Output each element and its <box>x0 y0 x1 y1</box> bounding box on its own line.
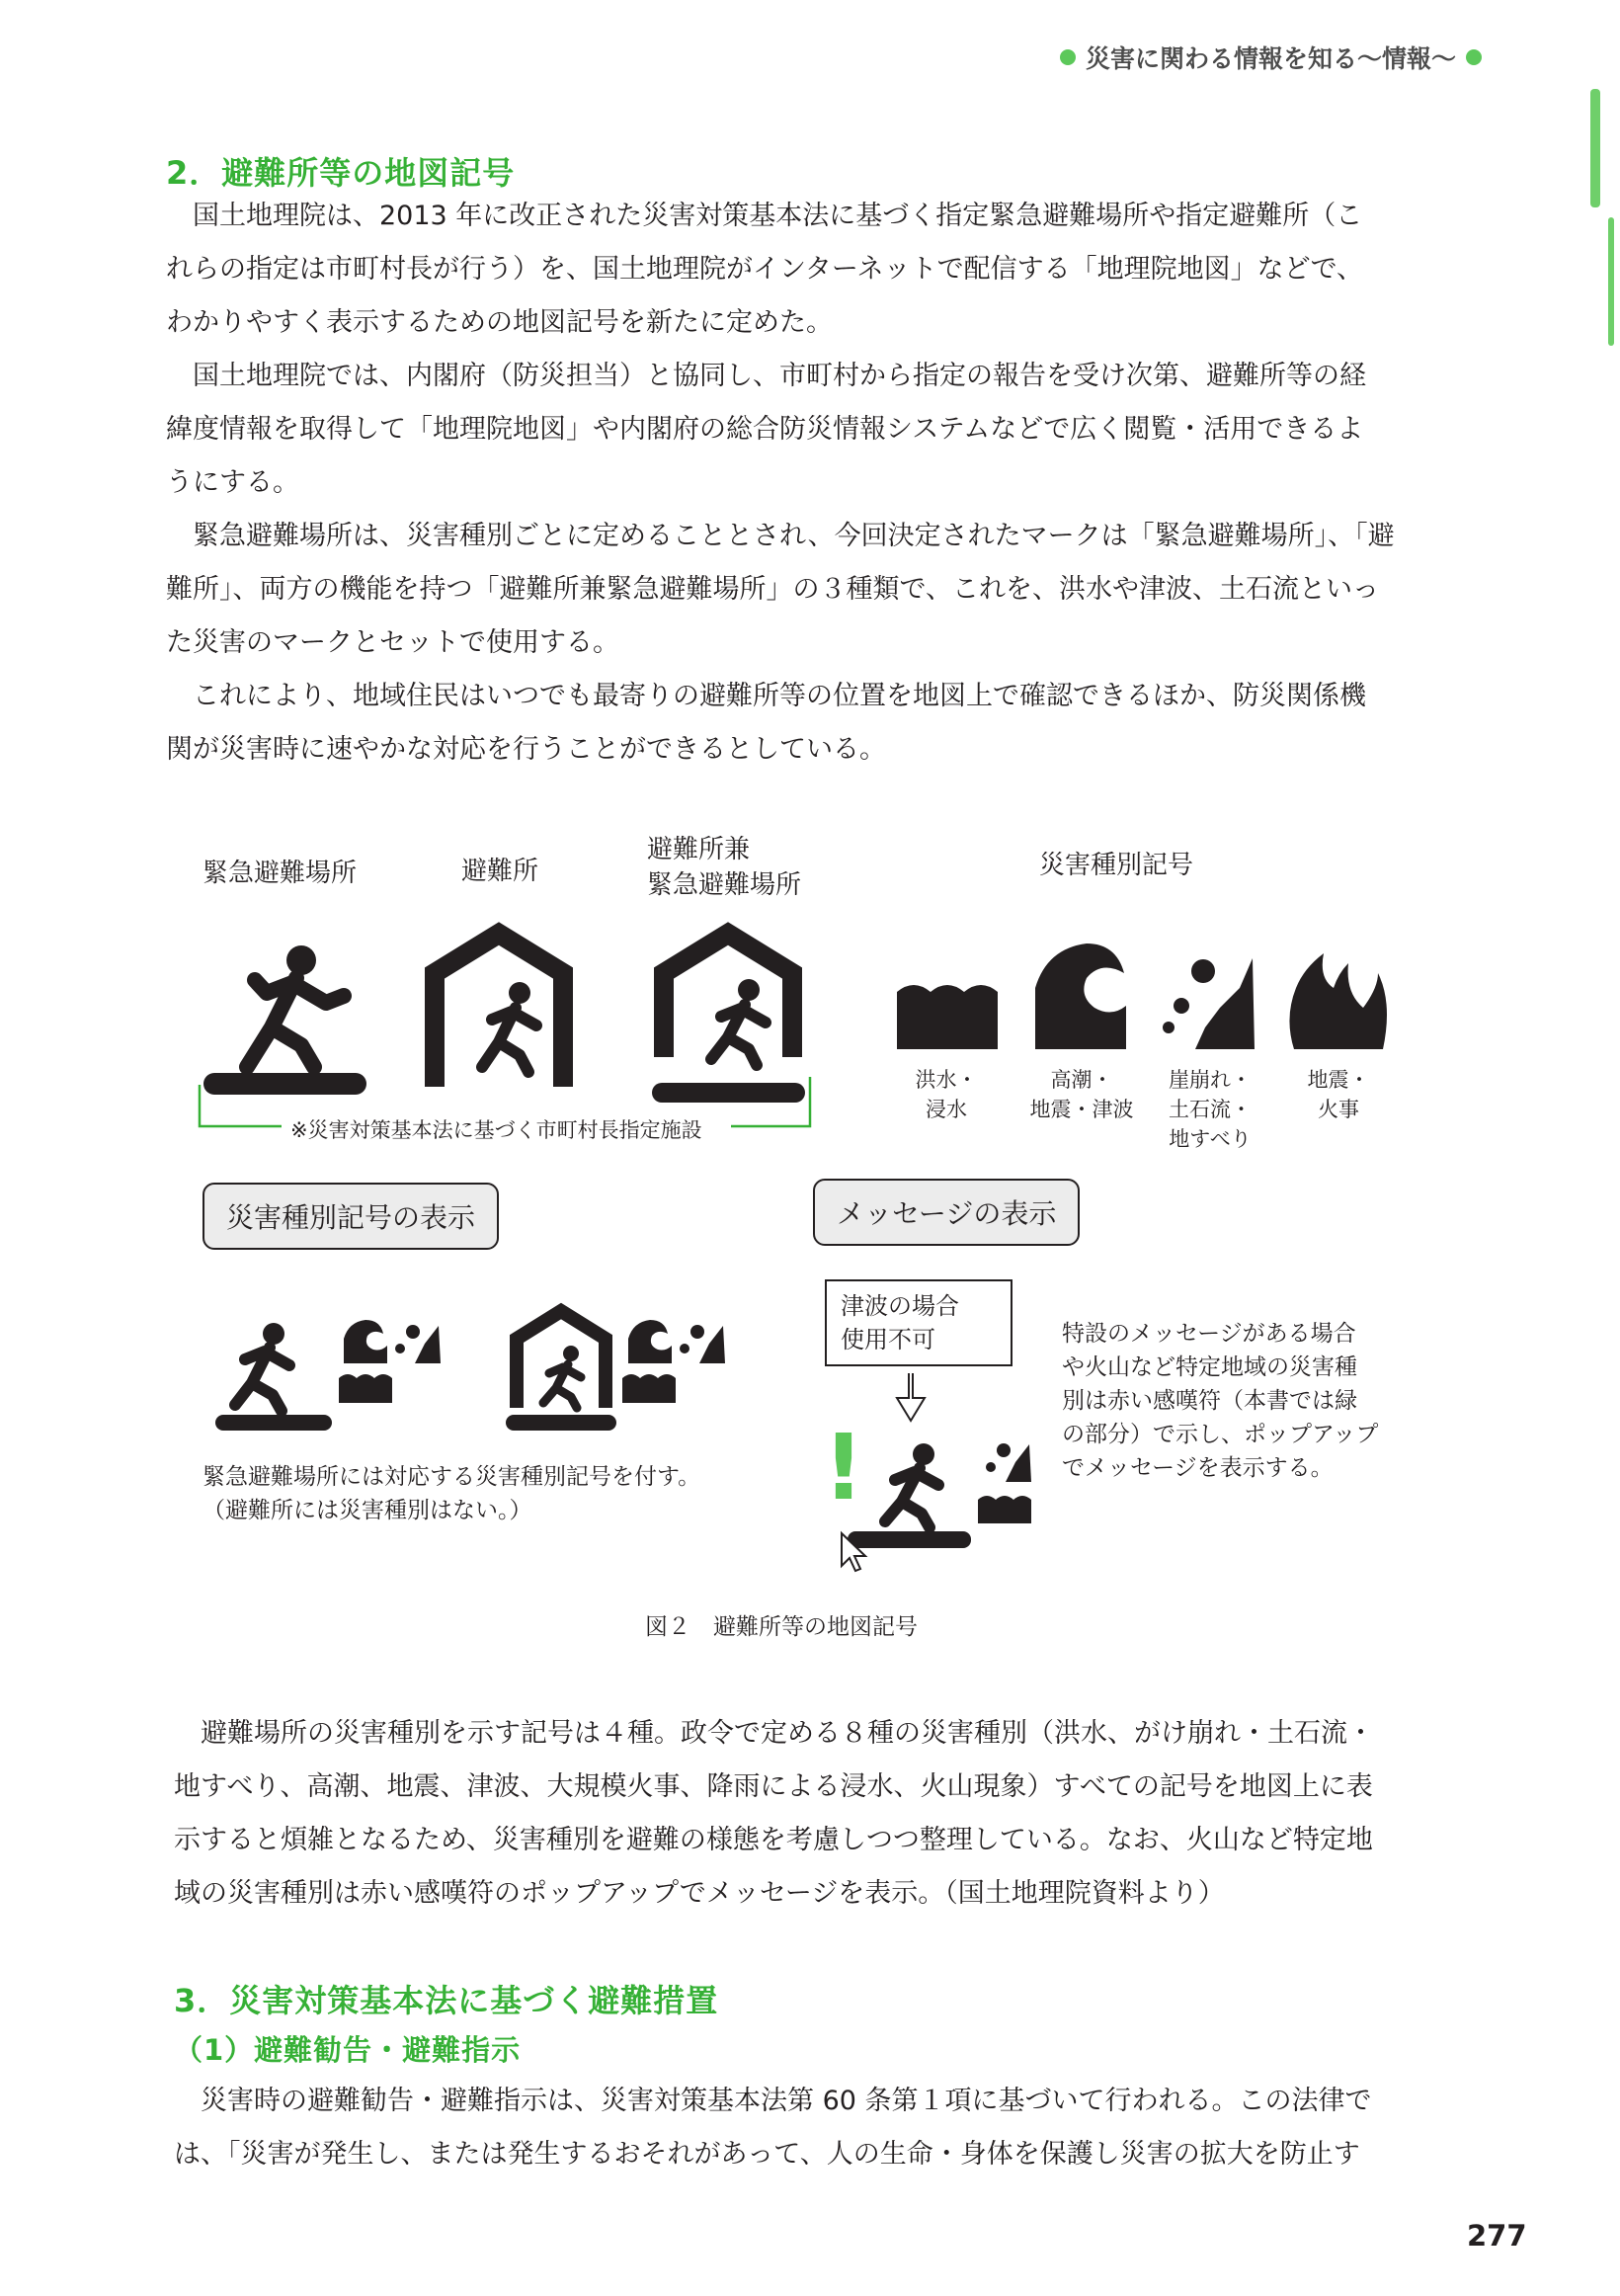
caption-right-line: でメッセージを表示する。 <box>1062 1455 1334 1481</box>
after-figure-body <box>174 1707 1420 1921</box>
label-shelter: 避難所 <box>461 857 539 886</box>
text-line: 域の災害種別は赤い感嘆符のポップアップでメッセージを表示。（国土地理院資料より） <box>174 1878 1225 1909</box>
caption-right-line: 特設のメッセージがある場合 <box>1062 1321 1356 1347</box>
type-label-line: 地震・ <box>1307 1068 1370 1092</box>
text-line: 地すべり、高潮、地震、津波、大規模火事、降雨による浸水、火山現象）すべての記号を地図上に表 <box>174 1771 1373 1802</box>
shelter-with-types-icon <box>506 1311 725 1431</box>
section-3-body <box>174 2075 1420 2181</box>
bubble-pointer-icon <box>897 1373 925 1421</box>
box-display-types: 災害種別記号の表示 <box>202 1183 499 1250</box>
text-line: 災害時の避難勧告・避難指示は、災害対策基本法第 60 条第１項に基づいて行われる。この法律で <box>201 2086 1372 2116</box>
text-line: 国土地理院では、内閣府（防災担当）と協同し、市町村から指定の報告を受け次第、避難所等の経 <box>193 361 1366 391</box>
landslide-debris-flow-icon <box>1163 958 1255 1049</box>
caption-right <box>1062 1317 1378 1485</box>
caption-left-line: （避難所には災害種別はない。） <box>202 1498 532 1523</box>
alert-exclamation-icon: ! <box>823 1415 864 1520</box>
type-label-line: 土石流・ <box>1169 1098 1252 1121</box>
text-line: 国土地理院は、2013 年に改正された災害対策基本法に基づく指定緊急避難場所や指定避難所（こ <box>193 201 1363 231</box>
label-both-2: 緊急避難場所 <box>647 870 802 900</box>
label-both-1: 避難所兼 <box>647 835 751 864</box>
type-label-landslide <box>1156 1065 1264 1154</box>
text-line: 緯度情報を取得して「地理院地図」や内閣府の総合防災情報システムなどで広く閲覧・活用できるよ <box>166 414 1364 445</box>
bubble-line: 使用不可 <box>841 1326 935 1353</box>
figure-caption: 図２ 避難所等の地図記号 <box>645 1614 918 1640</box>
text-line: た災害のマークとセットで使用する。 <box>166 627 619 658</box>
flood-icon <box>897 985 998 1049</box>
caption-right-line: 別は赤い感嘆符（本書では緑 <box>1062 1388 1357 1414</box>
text-line: 関が災害時に速やかな対応を行うことができるとしている。 <box>166 734 886 765</box>
message-bubble <box>825 1279 1012 1366</box>
caption-right-line: や火山など特定地域の災害種 <box>1062 1354 1357 1380</box>
type-label-line: 地すべり <box>1169 1127 1252 1151</box>
text-line: 緊急避難場所は、災害種別ごとに定めることとされ、今回決定されたマークは「緊急避難場所」、「避 <box>193 521 1395 551</box>
text-line: これにより、地域住民はいつでも最寄りの避難所等の位置を地図上で確認できるほか、防災関係機 <box>193 681 1366 711</box>
emergency-site-with-alert-icon <box>848 1443 1031 1548</box>
type-label-storm-surge <box>1017 1065 1146 1124</box>
shelter-icon <box>435 934 563 1087</box>
type-label-line: 高潮・ <box>1050 1068 1113 1092</box>
text-line: 示すると煩雑となるため、災害種別を避難の様態を考慮しつつ整理している。なお、火山など特定地 <box>174 1825 1373 1855</box>
type-label-line: 地震・津波 <box>1029 1098 1134 1121</box>
text-line: わかりやすく表示するための地図記号を新たに定めた。 <box>166 307 833 338</box>
text-line: 難所」、両方の機能を持つ「避難所兼緊急避難場所」の３種類で、これを、洪水や津波、土石流といっ <box>166 574 1379 605</box>
section-2-heading: 2．避難所等の地図記号 <box>166 154 516 192</box>
earthquake-fire-icon <box>1289 953 1387 1049</box>
section-3-heading: 3．災害対策基本法に基づく避難措置 <box>174 1982 719 2019</box>
text-line: 避難場所の災害種別を示す記号は４種。政令で定める８種の災害種別（洪水、がけ崩れ・土石流・ <box>201 1718 1374 1749</box>
type-label-line: 崖崩れ・ <box>1169 1068 1252 1092</box>
label-disaster-types: 災害種別記号 <box>1039 851 1194 880</box>
designated-facilities-note: ※災害対策基本法に基づく市町村長指定施設 <box>284 1114 708 1144</box>
page-number: 277 <box>1467 2219 1527 2253</box>
running-header-title: 災害に関わる情報を知る〜情報〜 <box>1085 44 1456 73</box>
caption-left-line: 緊急避難場所には対応する災害種別記号を付す。 <box>202 1464 701 1490</box>
type-label-earthquake-fire <box>1289 1065 1388 1124</box>
label-emergency-site: 緊急避難場所 <box>202 859 358 888</box>
storm-surge-tsunami-icon <box>1035 943 1126 1049</box>
shelter-and-emergency-site-icon <box>652 934 805 1103</box>
caption-left <box>202 1460 700 1527</box>
box-message-display: メッセージの表示 <box>813 1179 1080 1246</box>
type-label-line: 火事 <box>1318 1098 1359 1121</box>
text-line: は、「災害が発生し、または発生するおそれがあって、人の生命・身体を保護し災害の拡大を防止す <box>174 2139 1360 2170</box>
type-label-line: 浸水 <box>926 1098 967 1121</box>
type-label-line: 洪水・ <box>915 1068 978 1092</box>
type-label-flood <box>897 1065 996 1124</box>
emergency-site-with-types-icon <box>215 1320 441 1431</box>
emergency-site-icon <box>203 945 366 1095</box>
section-3-subheading: （1）避難勧告・避難指示 <box>174 2033 522 2067</box>
text-line: れらの指定は市町村長が行う）を、国土地理院がインターネットで配信する「地理院地図」などで、 <box>166 254 1364 285</box>
caption-right-line: の部分）で示し、ポップアップ <box>1062 1422 1379 1447</box>
bubble-line: 津波の場合 <box>841 1292 959 1320</box>
text-line: うにする。 <box>166 467 299 498</box>
